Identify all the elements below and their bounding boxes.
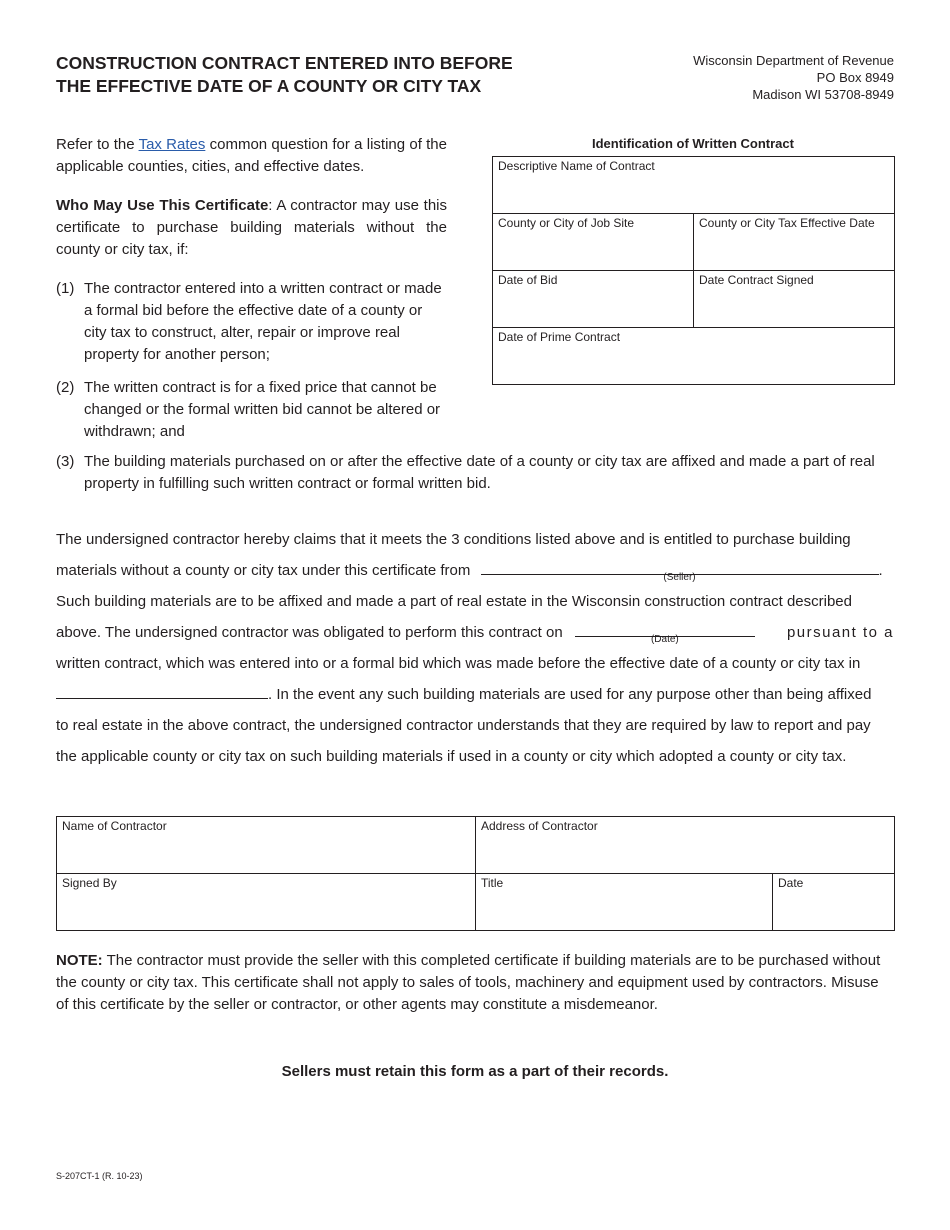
- contractor-name-field[interactable]: [57, 817, 476, 874]
- agency-city: Madison WI 53708-8949: [752, 87, 894, 102]
- claim-period: .: [878, 562, 883, 579]
- field-label: Date Contract Signed: [699, 273, 814, 287]
- field-label: Date of Prime Contract: [498, 330, 621, 344]
- seller-input[interactable]: [481, 557, 879, 583]
- claim-line: the applicable county or city tax on such building materials if used in a county or city which adopted a county or city tax.: [56, 748, 847, 765]
- job-site-field[interactable]: [493, 214, 694, 271]
- field-label: Address of Contractor: [481, 819, 598, 833]
- claim-line: [56, 679, 894, 710]
- obligation-date-input[interactable]: [575, 619, 755, 645]
- date-of-bid-field[interactable]: [493, 271, 694, 328]
- agency-name: Wisconsin Department of Revenue: [693, 53, 894, 68]
- claim-text: materials without a county or city tax under this certificate from: [56, 562, 471, 579]
- field-label: Name of Contractor: [62, 819, 167, 833]
- form-title: [56, 52, 616, 98]
- claim-line: The undersigned contractor hereby claims that it meets the 3 conditions listed above and is entitled to purchase building: [56, 531, 851, 548]
- claim-paragraph: [56, 524, 894, 772]
- note-text: The contractor must provide the seller with this completed certificate if building materials are to be purchased without the county or city tax. This certificate shall not apply to sales of tools, machinery and equipment used by contractors. Misuse of this certificate by the seller or contractor, or other agents may constitute a misdemeanor.: [56, 952, 881, 1013]
- condition-text: The building materials purchased on or after the effective date of a county or city tax are affixed and made a part of real property in fulfilling such written contract or formal written bid.: [84, 453, 875, 492]
- instructions-column: [56, 134, 447, 454]
- claim-text: above. The undersigned contractor was obligated to perform this contract on: [56, 624, 563, 641]
- field-label: Date of Bid: [498, 273, 558, 287]
- claim-text: pursuant to a: [786, 624, 894, 641]
- field-label: County or City of Job Site: [498, 216, 635, 230]
- condition-number: (2): [56, 379, 75, 396]
- who-may-use-text: : A contractor may use this certificate to purchase building materials without the county or city tax, if:: [56, 197, 447, 258]
- contract-id-title: Identification of Written Contract: [592, 136, 794, 151]
- claim-line: Such building materials are to be affixed and made a part of real estate in the Wisconsin construction contract described: [56, 593, 852, 610]
- intro-text: Refer to the: [56, 136, 139, 153]
- intro-text-rest: common question for a listing of the applicable counties, cities, and effective dates.: [56, 136, 447, 175]
- note-label: NOTE:: [56, 952, 103, 969]
- who-may-use-paragraph: [56, 195, 447, 261]
- claim-line: [56, 555, 894, 586]
- field-label: Date: [778, 876, 804, 890]
- signed-by-field[interactable]: [57, 874, 476, 931]
- date-caption: (Date): [650, 634, 679, 645]
- title-field[interactable]: [476, 874, 773, 931]
- who-may-use-heading: Who May Use This Certificate: [56, 197, 269, 214]
- date-signed-field[interactable]: [694, 271, 895, 328]
- retain-notice: Sellers must retain this form as a part of their records.: [281, 1063, 669, 1080]
- note-paragraph: [56, 950, 894, 1016]
- contractor-table: [56, 816, 895, 931]
- form-number: S-207CT-1 (R. 10-23): [56, 1171, 143, 1181]
- claim-line: written contract, which was entered into or a formal bid which was made before the effective date of a county or city tax in: [56, 655, 861, 672]
- seller-caption: (Seller): [663, 572, 696, 583]
- date-field[interactable]: [773, 874, 895, 931]
- title-line-1: CONSTRUCTION CONTRACT ENTERED INTO BEFORE: [56, 53, 513, 73]
- claim-text: . In the event any such building materials are used for any purpose other than being affixed: [268, 686, 872, 703]
- prime-contract-date-field[interactable]: [493, 328, 895, 385]
- claim-line: to real estate in the above contract, the undersigned contractor understands that they are required by law to report and pay: [56, 717, 871, 734]
- condition-number: (1): [56, 280, 75, 297]
- title-line-2: THE EFFECTIVE DATE OF A COUNTY OR CITY TAX: [56, 76, 482, 96]
- field-label: Signed By: [62, 876, 117, 890]
- condition-item: [56, 377, 447, 443]
- field-label: Title: [481, 876, 504, 890]
- condition-item: [56, 451, 894, 495]
- agency-address: [594, 52, 894, 103]
- condition-text: The contractor entered into a written contract or made a formal bid before the effective date of a county or city tax to construct, alter, repair or improve real property for another person;: [84, 280, 442, 363]
- condition-text: The written contract is for a fixed price that cannot be changed or the formal written bid cannot be altered or withdrawn; and: [84, 379, 441, 440]
- claim-line: [56, 617, 894, 648]
- agency-po-box: PO Box 8949: [816, 70, 894, 85]
- effective-date-field[interactable]: [694, 214, 895, 271]
- field-label: Descriptive Name of Contract: [498, 159, 655, 173]
- descriptive-name-field[interactable]: [493, 157, 895, 214]
- tax-jurisdiction-input[interactable]: [56, 681, 268, 699]
- tax-rates-link[interactable]: Tax Rates: [138, 136, 206, 153]
- condition-number: (3): [56, 453, 75, 470]
- contract-id-table: [492, 156, 895, 385]
- condition-item: [56, 278, 447, 366]
- intro-paragraph: [56, 134, 447, 178]
- contractor-address-field[interactable]: [476, 817, 895, 874]
- field-label: County or City Tax Effective Date: [699, 216, 875, 230]
